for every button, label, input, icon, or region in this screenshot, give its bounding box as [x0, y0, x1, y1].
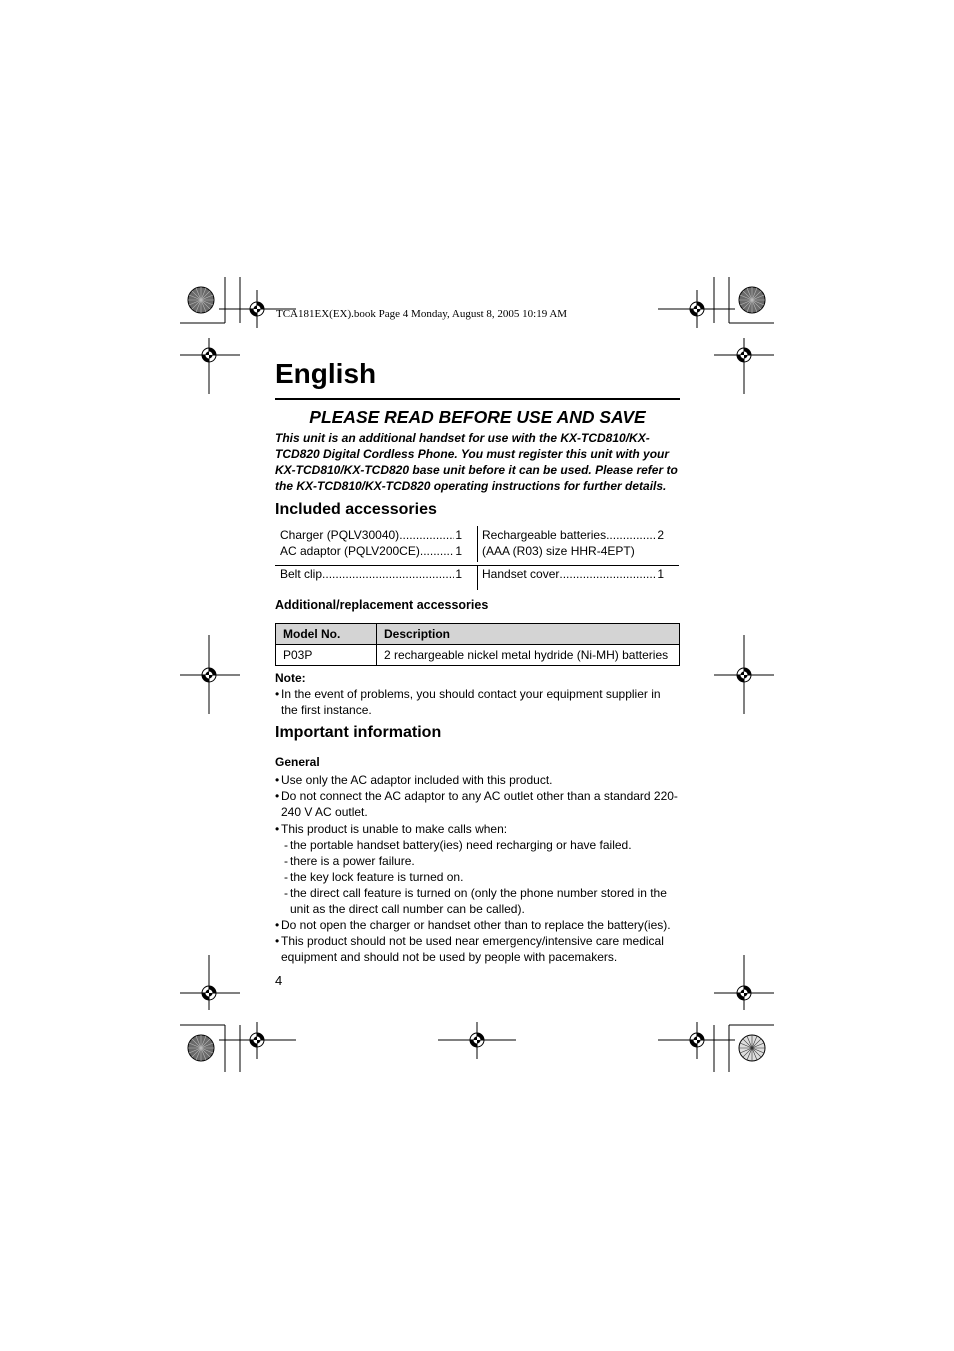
note-bullet: • In the event of problems, you should contact your equipment supplier in the first instance. — [275, 687, 661, 717]
table-header-row — [276, 624, 680, 645]
title-divider — [275, 398, 680, 400]
accessory-item: Charger (PQLV30040) ..... 1 — [280, 527, 462, 543]
additional-accessories-heading: Additional/replacement accessories — [275, 598, 489, 612]
list-item: • This product should not be used near emergency/intensive care medical equipment and should not be used by people with pacemakers. — [275, 934, 664, 964]
sub-list-item: - there is a power failure. — [284, 854, 415, 868]
intro-paragraph — [275, 430, 685, 494]
subtitle: PLEASE READ BEFORE USE AND SAVE — [309, 407, 646, 427]
list-item: • Do not connect the AC adaptor to any AC outlet other than a standard 220- 240 V AC outlet. — [275, 789, 678, 819]
list-item: • Do not open the charger or handset other than to replace the battery(ies). — [275, 918, 671, 932]
page-number: 4 — [275, 973, 283, 988]
accessories-table — [275, 623, 680, 666]
accessory-item: Handset cover ..... 1 — [482, 566, 664, 582]
list-item: • Use only the AC adaptor included with this product. — [275, 773, 553, 787]
general-subheading: General — [275, 755, 320, 769]
note-label: Note: — [275, 671, 306, 685]
accessory-item: Belt clip ..... 1 — [280, 566, 462, 582]
column-header: Description — [377, 624, 680, 645]
included-accessories-heading: Included accessories — [275, 501, 437, 518]
accessory-item: Rechargeable batteries ..... 2 — [482, 527, 664, 543]
accessories-divider — [477, 566, 478, 590]
table-row — [276, 645, 680, 666]
intro-line: KX-TCD810/KX-TCD820 base unit before it can be used. Please refer to — [275, 463, 678, 477]
table-cell: 2 rechargeable nickel metal hydride (Ni-MH) batteries — [377, 645, 680, 666]
bullet-glyph: • — [275, 687, 280, 701]
list-item: • This product is unable to make calls when: — [275, 822, 508, 836]
intro-line: This unit is an additional handset for use with the KX-TCD810/KX- — [275, 431, 650, 445]
table-cell: P03P — [276, 645, 377, 666]
accessories-divider — [477, 526, 478, 562]
intro-line: the KX-TCD810/KX-TCD820 operating instructions for further details. — [275, 479, 667, 493]
accessory-item-detail: (AAA (R03) size HHR-4EPT) — [482, 544, 635, 558]
sub-list-item: - the portable handset battery(ies) need recharging or have failed. — [284, 838, 632, 852]
important-information-heading: Important information — [275, 724, 442, 741]
sub-list-item: - the key lock feature is turned on. — [284, 870, 464, 884]
intro-line: TCD820 Digital Cordless Phone. You must register this unit with your — [275, 447, 670, 461]
column-header: Model No. — [276, 624, 377, 645]
print-header: TCA181EX(EX).book Page 4 Monday, August 8, 2005 10:19 AM — [276, 308, 568, 320]
page-title: English — [275, 358, 377, 389]
accessory-item: AC adaptor (PQLV200CE) ..... 1 — [280, 543, 462, 559]
sub-list-item: - the direct call feature is turned on (only the phone number stored in the unit as the direct call number can be called). — [284, 886, 667, 916]
